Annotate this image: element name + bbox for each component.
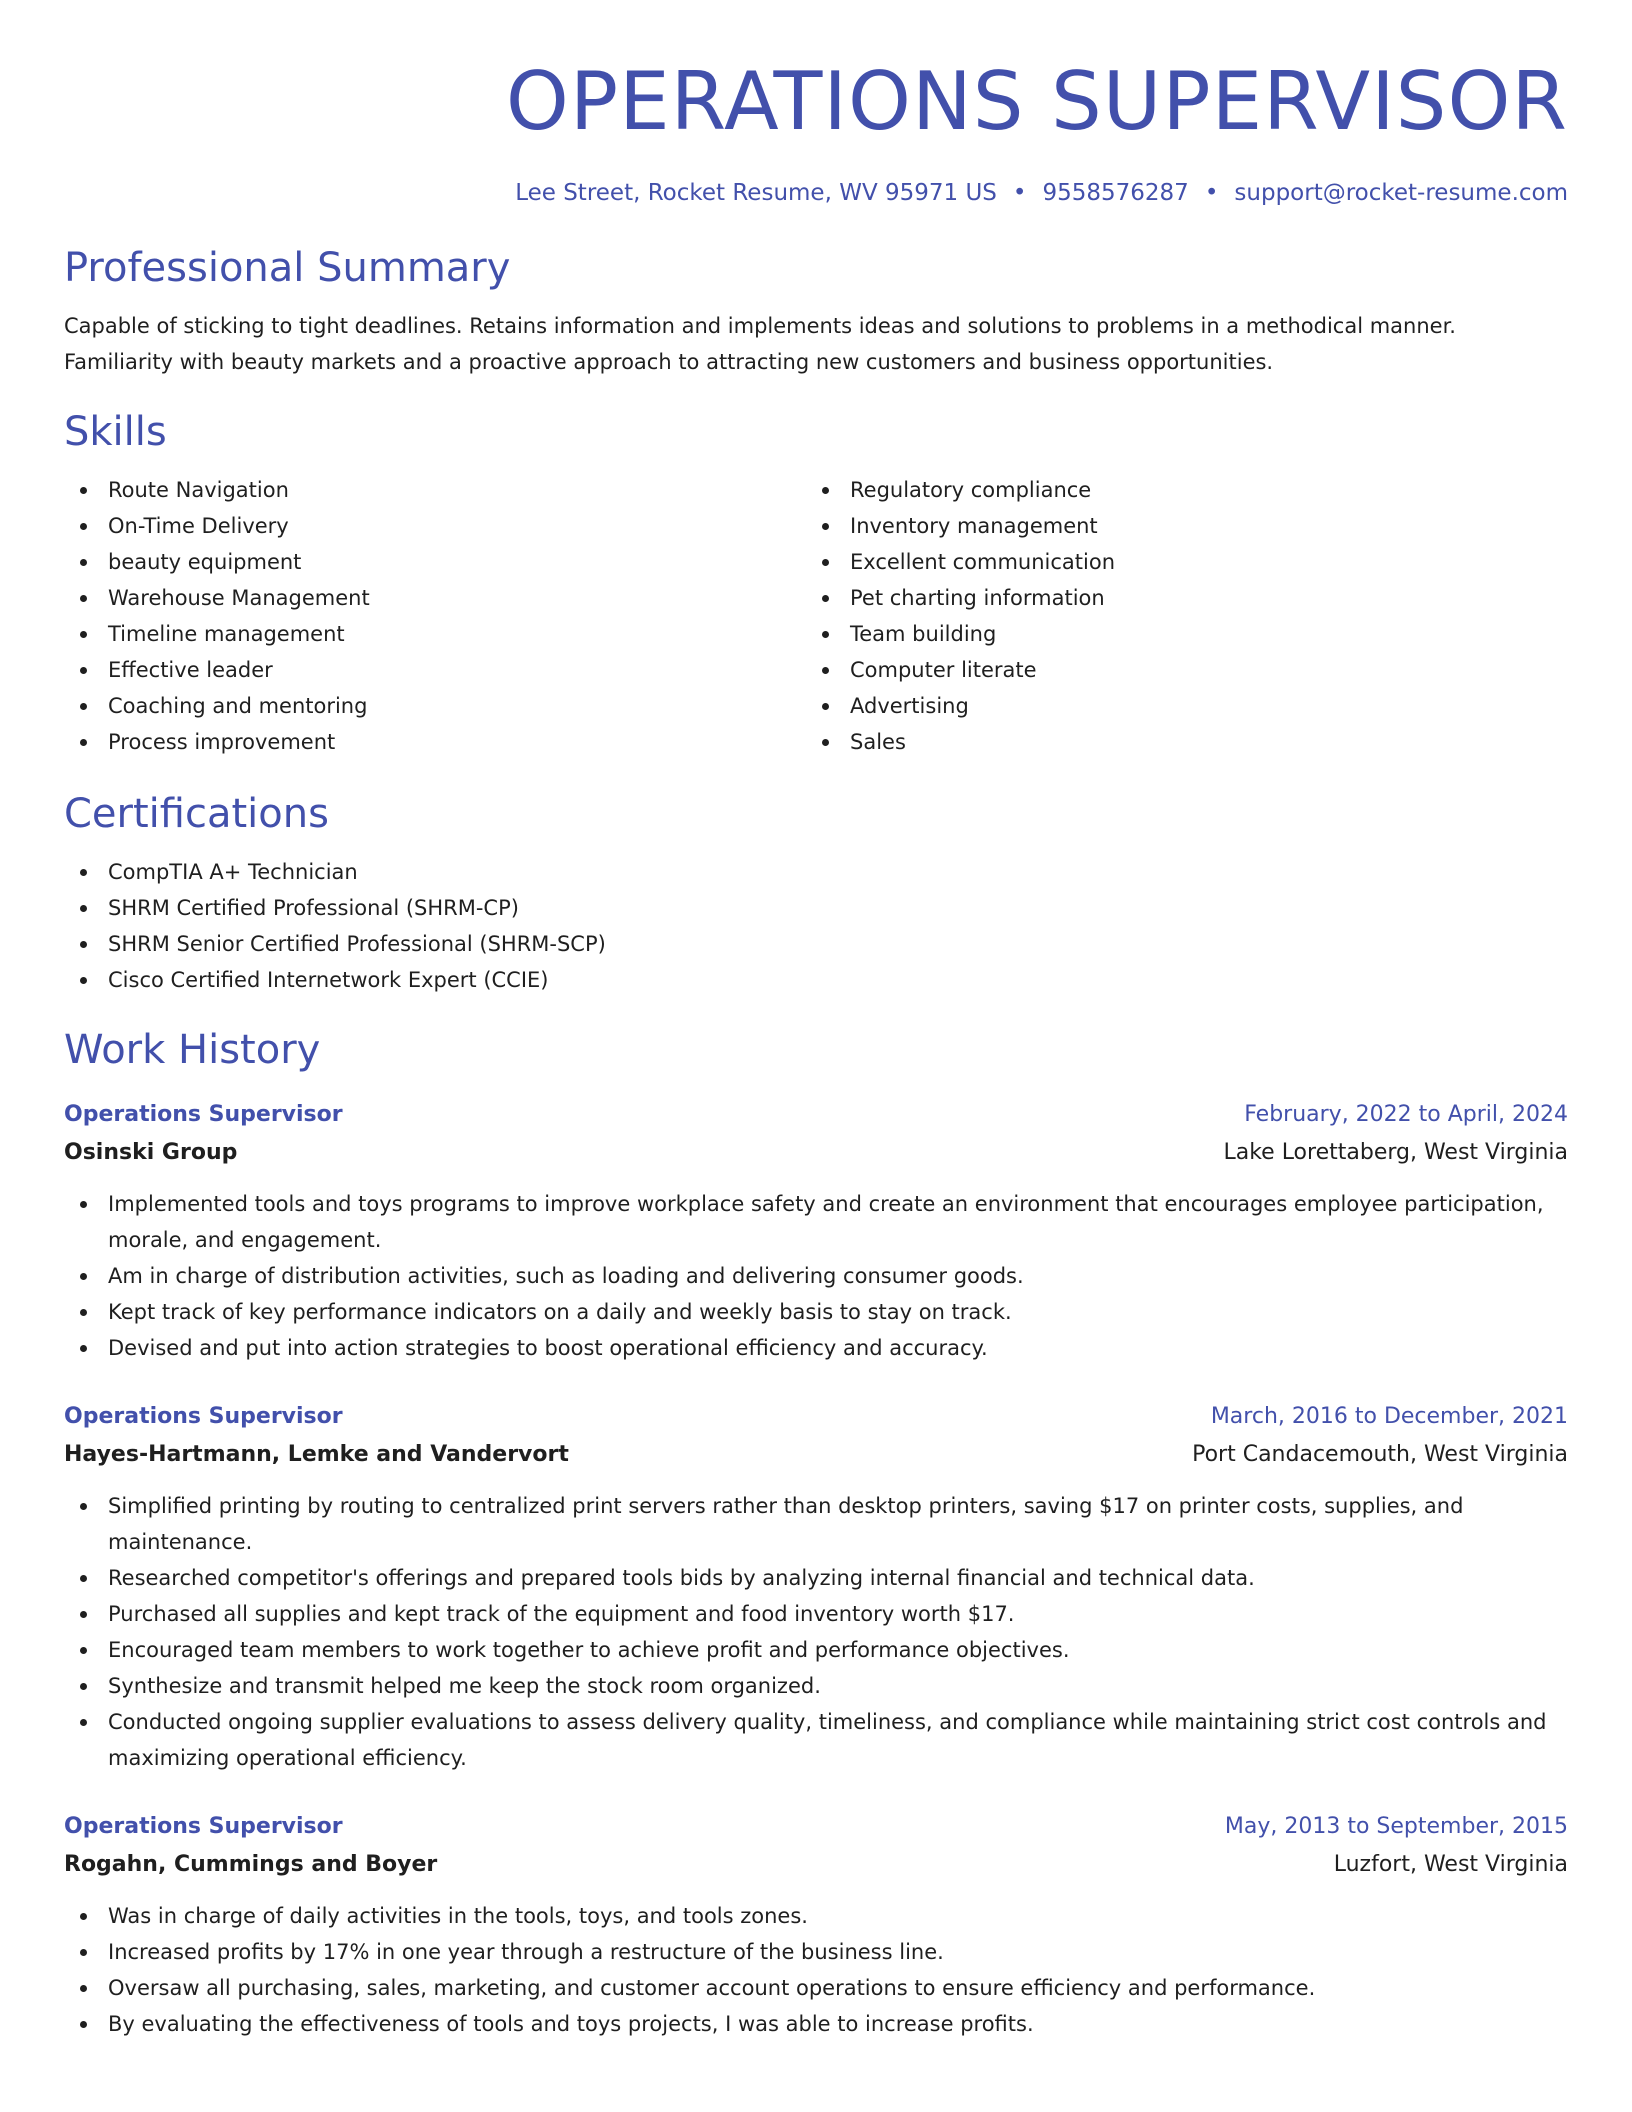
- skill-item: beauty equipment: [64, 544, 806, 580]
- job-bullet: Was in charge of daily activities in the tools, toys, and tools zones.: [64, 1898, 1568, 1934]
- job-entry: [64, 1398, 1568, 1776]
- job-title: Operations Supervisor: [64, 1404, 343, 1429]
- skill-item: Regulatory compliance: [806, 472, 1548, 508]
- skill-item: Advertising: [806, 688, 1548, 724]
- job-dates: March, 2016 to December, 2021: [1210, 1404, 1568, 1429]
- certification-item: Cisco Certified Internetwork Expert (CCIE): [64, 962, 1568, 998]
- job-bullet: Devised and put into action strategies to boost operational efficiency and accuracy.: [64, 1330, 1568, 1366]
- contact-separator: •: [1012, 180, 1027, 206]
- section-title-work-history: Work History: [64, 1027, 321, 1073]
- resume-page: [64, 0, 1568, 2042]
- job-bullet: Purchased all supplies and kept track of the equipment and food inventory worth $17.: [64, 1596, 1568, 1632]
- job-bullet: Am in charge of distribution activities, such as loading and delivering consumer goods.: [64, 1258, 1568, 1294]
- job-company-row: [64, 1436, 1568, 1474]
- job-location: Luzfort, West Virginia: [1333, 1852, 1568, 1877]
- section-title-skills: Skills: [64, 409, 167, 455]
- certifications-section: [64, 788, 1568, 998]
- job-bullets: [64, 1898, 1568, 2042]
- summary-text: Capable of sticking to tight deadlines. Retains information and implements ideas and solutions to problems in a methodical manner. Familiarity with beauty markets and a proactive approach to attracting new customers and business opportunities.: [64, 314, 1456, 374]
- job-dates: February, 2022 to April, 2024: [1244, 1102, 1568, 1127]
- job-company-row: [64, 1846, 1568, 1884]
- skill-item: Timeline management: [64, 616, 806, 652]
- skill-item: Process improvement: [64, 724, 806, 760]
- section-title-summary: Professional Summary: [64, 245, 511, 291]
- job-title: Operations Supervisor: [64, 1814, 343, 1839]
- skill-item: Team building: [806, 616, 1548, 652]
- job-bullet: Conducted ongoing supplier evaluations to assess delivery quality, timeliness, and compliance while maintaining strict cost controls and maximizing operational efficiency.: [64, 1704, 1568, 1776]
- job-bullet: Synthesize and transmit helped me keep the stock room organized.: [64, 1668, 1568, 1704]
- job-entry: [64, 1808, 1568, 2042]
- skills-grid: [64, 472, 1568, 760]
- skills-list-right: [806, 472, 1548, 760]
- certification-item: SHRM Certified Professional (SHRM-CP): [64, 890, 1568, 926]
- skill-item: Computer literate: [806, 652, 1548, 688]
- job-location: Port Candacemouth, West Virginia: [1192, 1442, 1568, 1467]
- job-entry: [64, 1096, 1568, 1366]
- skill-item: Inventory management: [806, 508, 1548, 544]
- job-company: Rogahn, Cummings and Boyer: [64, 1852, 438, 1877]
- certification-item: SHRM Senior Certified Professional (SHRM-SCP): [64, 926, 1568, 962]
- job-bullet: Researched competitor's offerings and prepared tools bids by analyzing internal financial and technical data.: [64, 1560, 1568, 1596]
- section-title-certifications: Certifications: [64, 791, 329, 837]
- job-company-row: [64, 1134, 1568, 1172]
- contact-line: [64, 176, 1568, 210]
- job-bullet: Simplified printing by routing to centralized print servers rather than desktop printers, saving $17 on printer costs, supplies, and maintenance.: [64, 1488, 1568, 1560]
- skill-item: Coaching and mentoring: [64, 688, 806, 724]
- resume-header: [64, 0, 1568, 210]
- contact-phone: 9558576287: [1042, 180, 1189, 206]
- job-bullet: Oversaw all purchasing, sales, marketing, and customer account operations to ensure efficiency and performance.: [64, 1970, 1568, 2006]
- skill-item: Route Navigation: [64, 472, 806, 508]
- job-company: Osinski Group: [64, 1140, 238, 1165]
- skill-item: Sales: [806, 724, 1548, 760]
- skills-section: [64, 406, 1568, 760]
- job-bullets: [64, 1186, 1568, 1366]
- job-header-row: [64, 1398, 1568, 1436]
- skill-item: Warehouse Management: [64, 580, 806, 616]
- job-bullet: Encouraged team members to work together to achieve profit and performance objectives.: [64, 1632, 1568, 1668]
- certifications-list: [64, 854, 1568, 998]
- job-bullet: By evaluating the effectiveness of tools and toys projects, I was able to increase profits.: [64, 2006, 1568, 2042]
- skill-item: On-Time Delivery: [64, 508, 806, 544]
- job-bullet: Kept track of key performance indicators on a daily and weekly basis to stay on track.: [64, 1294, 1568, 1330]
- skill-item: Excellent communication: [806, 544, 1548, 580]
- resume-name: OPERATIONS SUPERVISOR: [505, 55, 1568, 148]
- job-bullet: Implemented tools and toys programs to improve workplace safety and create an environment that encourages employee participation, morale, and engagement.: [64, 1186, 1568, 1258]
- job-header-row: [64, 1096, 1568, 1134]
- work-history-section: [64, 1024, 1568, 2042]
- certification-item: CompTIA A+ Technician: [64, 854, 1568, 890]
- job-bullets: [64, 1488, 1568, 1776]
- job-company: Hayes-Hartmann, Lemke and Vandervort: [64, 1442, 569, 1467]
- job-dates: May, 2013 to September, 2015: [1224, 1814, 1568, 1839]
- job-location: Lake Lorettaberg, West Virginia: [1223, 1140, 1568, 1165]
- summary-section: [64, 242, 1568, 380]
- job-title: Operations Supervisor: [64, 1102, 343, 1127]
- job-bullet: Increased profits by 17% in one year through a restructure of the business line.: [64, 1934, 1568, 1970]
- skills-list-left: [64, 472, 806, 760]
- skill-item: Effective leader: [64, 652, 806, 688]
- job-header-row: [64, 1808, 1568, 1846]
- skill-item: Pet charting information: [806, 580, 1548, 616]
- contact-email: support@rocket-resume.com: [1234, 180, 1568, 206]
- contact-address: Lee Street, Rocket Resume, WV 95971 US: [515, 180, 997, 206]
- contact-separator: •: [1204, 180, 1219, 206]
